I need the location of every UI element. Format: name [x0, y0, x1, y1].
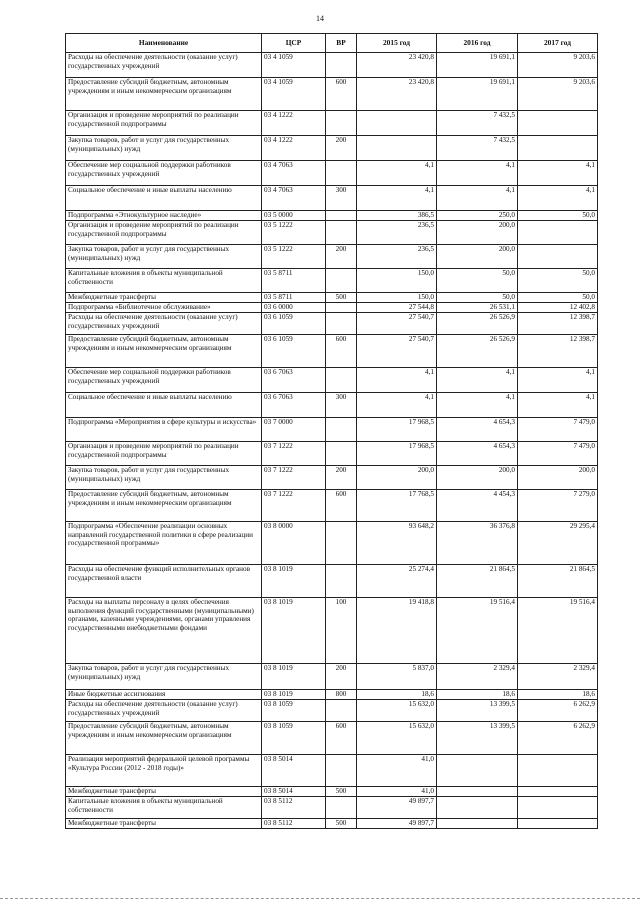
row-csr: 03 4 7063 — [262, 186, 326, 211]
row-name: Предоставление субсидий бюджетным, автономным учреждениям и иным некоммерческим организациям — [66, 335, 262, 368]
row-vr: 600 — [326, 335, 357, 368]
row-value-2017: 2 329,4 — [518, 664, 598, 690]
row-name: Межбюджетные трансферты — [66, 787, 262, 797]
table-row — [66, 111, 598, 136]
row-value-2016: 200,0 — [437, 245, 518, 269]
row-value-2017 — [518, 245, 598, 269]
header-name: Наименование — [66, 34, 262, 53]
row-value-2016 — [437, 797, 518, 819]
row-vr: 200 — [326, 136, 357, 161]
row-value-2016: 19 691,1 — [437, 78, 518, 111]
row-value-2017: 4,1 — [518, 368, 598, 393]
row-value-2017: 7 479,0 — [518, 442, 598, 466]
row-value-2016: 250,0 — [437, 211, 518, 221]
table-row — [66, 797, 598, 819]
row-name: Расходы на обеспечение деятельности (оказание услуг) государственных учреждений — [66, 53, 262, 78]
row-value-2015: 17 768,5 — [357, 490, 437, 522]
row-value-2016: 7 432,5 — [437, 136, 518, 161]
row-vr — [326, 442, 357, 466]
row-vr — [326, 269, 357, 293]
row-name: Реализация мероприятий федеральной целевой программы «Культура России (2012 - 2018 годы)» — [66, 755, 262, 787]
row-vr — [326, 797, 357, 819]
row-value-2017: 12 398,7 — [518, 313, 598, 335]
row-value-2015: 27 544,8 — [357, 303, 437, 313]
row-name: Обеспечение мер социальной поддержки работников государственных учреждений — [66, 161, 262, 186]
row-value-2015: 236,5 — [357, 245, 437, 269]
row-csr: 03 8 1019 — [262, 598, 326, 664]
table-row — [66, 598, 598, 664]
row-vr — [326, 700, 357, 722]
row-name: Иные бюджетные ассигнования — [66, 690, 262, 700]
row-vr — [326, 111, 357, 136]
row-value-2017 — [518, 819, 598, 829]
row-csr: 03 6 1059 — [262, 335, 326, 368]
row-csr: 03 6 1059 — [262, 313, 326, 335]
row-value-2015 — [357, 136, 437, 161]
row-value-2017: 19 516,4 — [518, 598, 598, 664]
row-name: Предоставление субсидий бюджетным, автономным учреждениям и иным некоммерческим организациям — [66, 490, 262, 522]
row-csr: 03 5 8711 — [262, 293, 326, 303]
row-vr: 500 — [326, 819, 357, 829]
row-vr — [326, 221, 357, 245]
table-row — [66, 690, 598, 700]
row-name: Капитальные вложения в объекты муниципальной собственности — [66, 797, 262, 819]
table-row — [66, 78, 598, 111]
row-vr — [326, 368, 357, 393]
row-value-2016: 26 531,1 — [437, 303, 518, 313]
row-value-2017: 12 398,7 — [518, 335, 598, 368]
row-vr: 600 — [326, 722, 357, 755]
row-vr: 200 — [326, 466, 357, 490]
row-vr — [326, 313, 357, 335]
row-value-2017: 7 479,0 — [518, 418, 598, 442]
row-value-2015: 41,0 — [357, 787, 437, 797]
row-value-2016 — [437, 755, 518, 787]
table-row — [66, 755, 598, 787]
row-value-2015: 25 274,4 — [357, 565, 437, 598]
row-value-2016: 7 432,5 — [437, 111, 518, 136]
row-name: Капитальные вложения в объекты муниципальной собственности — [66, 269, 262, 293]
header-2017: 2017 год — [518, 34, 598, 53]
row-value-2015: 150,0 — [357, 269, 437, 293]
table-row — [66, 664, 598, 690]
row-value-2017: 4,1 — [518, 161, 598, 186]
row-csr: 03 6 7063 — [262, 393, 326, 418]
row-value-2016: 19 516,4 — [437, 598, 518, 664]
row-value-2015: 19 418,8 — [357, 598, 437, 664]
table-row — [66, 293, 598, 303]
row-value-2016: 4,1 — [437, 186, 518, 211]
table-row — [66, 313, 598, 335]
row-value-2015: 41,0 — [357, 755, 437, 787]
row-value-2015: 386,5 — [357, 211, 437, 221]
row-value-2017: 6 262,9 — [518, 722, 598, 755]
row-name: Закупка товаров, работ и услуг для государственных (муниципальных) нужд — [66, 664, 262, 690]
row-csr: 03 5 0000 — [262, 211, 326, 221]
row-value-2017: 21 864,5 — [518, 565, 598, 598]
row-csr: 03 8 5014 — [262, 755, 326, 787]
row-csr: 03 8 1019 — [262, 690, 326, 700]
table-row — [66, 819, 598, 829]
table-row — [66, 186, 598, 211]
row-name: Социальное обеспечение и иные выплаты населению — [66, 393, 262, 418]
row-value-2017: 200,0 — [518, 466, 598, 490]
header-vr: ВР — [326, 34, 357, 53]
row-csr: 03 5 1222 — [262, 221, 326, 245]
row-value-2017 — [518, 111, 598, 136]
row-name: Подпрограмма «Этнокультурное наследие» — [66, 211, 262, 221]
row-name: Закупка товаров, работ и услуг для государственных (муниципальных) нужд — [66, 136, 262, 161]
row-vr: 600 — [326, 490, 357, 522]
row-csr: 03 5 1222 — [262, 245, 326, 269]
row-csr: 03 4 1222 — [262, 111, 326, 136]
row-value-2017 — [518, 136, 598, 161]
row-name: Организация и проведение мероприятий по реализации государственной подпрограммы — [66, 442, 262, 466]
table-row — [66, 466, 598, 490]
row-name: Межбюджетные трансферты — [66, 819, 262, 829]
row-value-2015: 200,0 — [357, 466, 437, 490]
row-value-2017: 50,0 — [518, 269, 598, 293]
row-value-2015: 17 968,5 — [357, 418, 437, 442]
row-csr: 03 8 1019 — [262, 565, 326, 598]
table-row — [66, 53, 598, 78]
row-value-2017: 4,1 — [518, 186, 598, 211]
row-value-2016: 4,1 — [437, 393, 518, 418]
row-value-2016 — [437, 819, 518, 829]
table-row — [66, 787, 598, 797]
row-name: Подпрограмма «Мероприятия в сфере культуры и искусства» — [66, 418, 262, 442]
table-row — [66, 335, 598, 368]
row-value-2016: 21 864,5 — [437, 565, 518, 598]
row-value-2015: 4,1 — [357, 161, 437, 186]
row-value-2017: 4,1 — [518, 393, 598, 418]
row-value-2016 — [437, 787, 518, 797]
row-csr: 03 4 1222 — [262, 136, 326, 161]
row-value-2015: 4,1 — [357, 186, 437, 211]
row-name: Организация и проведение мероприятий по реализации государственной подпрограммы — [66, 221, 262, 245]
row-value-2016: 200,0 — [437, 221, 518, 245]
row-value-2015: 4,1 — [357, 368, 437, 393]
row-vr: 200 — [326, 664, 357, 690]
table-row — [66, 393, 598, 418]
row-value-2015: 23 420,8 — [357, 53, 437, 78]
row-csr: 03 8 1059 — [262, 700, 326, 722]
row-csr: 03 6 7063 — [262, 368, 326, 393]
row-csr: 03 7 1222 — [262, 466, 326, 490]
row-value-2017 — [518, 221, 598, 245]
row-csr: 03 7 1222 — [262, 490, 326, 522]
row-name: Подпрограмма «Обеспечение реализации основных направлений государственной политики в сфере реализации государственной программы» — [66, 522, 262, 565]
header-2016: 2016 год — [437, 34, 518, 53]
row-value-2015: 17 968,5 — [357, 442, 437, 466]
row-name: Предоставление субсидий бюджетным, автономным учреждениям и иным некоммерческим организациям — [66, 78, 262, 111]
row-vr — [326, 565, 357, 598]
row-value-2015: 15 632,0 — [357, 722, 437, 755]
row-csr: 03 8 5112 — [262, 797, 326, 819]
row-name: Расходы на обеспечение деятельности (оказание услуг) государственных учреждений — [66, 313, 262, 335]
row-value-2016: 26 526,9 — [437, 313, 518, 335]
table-row — [66, 490, 598, 522]
row-value-2017 — [518, 797, 598, 819]
row-value-2017 — [518, 755, 598, 787]
row-vr: 200 — [326, 245, 357, 269]
row-value-2017: 18,6 — [518, 690, 598, 700]
row-vr — [326, 522, 357, 565]
row-vr — [326, 211, 357, 221]
row-value-2015: 93 648,2 — [357, 522, 437, 565]
table-row — [66, 522, 598, 565]
table-header-row — [66, 34, 598, 53]
row-value-2016: 50,0 — [437, 293, 518, 303]
row-value-2016: 26 526,9 — [437, 335, 518, 368]
row-value-2015 — [357, 111, 437, 136]
row-csr: 03 8 5112 — [262, 819, 326, 829]
row-value-2016: 2 329,4 — [437, 664, 518, 690]
row-csr: 03 7 0000 — [262, 418, 326, 442]
table-row — [66, 418, 598, 442]
row-value-2016: 4 654,3 — [437, 442, 518, 466]
row-value-2015: 18,6 — [357, 690, 437, 700]
row-vr — [326, 755, 357, 787]
row-vr: 500 — [326, 787, 357, 797]
row-vr — [326, 418, 357, 442]
row-csr: 03 8 0000 — [262, 522, 326, 565]
row-vr: 300 — [326, 186, 357, 211]
row-vr: 500 — [326, 293, 357, 303]
row-value-2015: 49 897,7 — [357, 819, 437, 829]
row-value-2016: 4,1 — [437, 161, 518, 186]
row-csr: 03 8 1019 — [262, 664, 326, 690]
row-value-2015: 5 837,0 — [357, 664, 437, 690]
table-row — [66, 722, 598, 755]
row-value-2016: 36 376,8 — [437, 522, 518, 565]
row-value-2016: 4 454,3 — [437, 490, 518, 522]
row-value-2016: 4 654,3 — [437, 418, 518, 442]
row-vr — [326, 53, 357, 78]
table-row — [66, 221, 598, 245]
row-value-2015: 23 420,8 — [357, 78, 437, 111]
row-value-2017: 50,0 — [518, 211, 598, 221]
table-row — [66, 700, 598, 722]
row-vr: 300 — [326, 393, 357, 418]
row-name: Межбюджетные трансферты — [66, 293, 262, 303]
row-csr: 03 4 7063 — [262, 161, 326, 186]
row-value-2016: 200,0 — [437, 466, 518, 490]
row-value-2015: 4,1 — [357, 393, 437, 418]
row-name: Расходы на выплаты персоналу в целях обеспечения выполнения функций государственными (муниципальными) органами, казенными учреждениями, органами управления государственными внебюджетными фондами — [66, 598, 262, 664]
table-row — [66, 161, 598, 186]
row-value-2017: 12 402,8 — [518, 303, 598, 313]
row-value-2015: 150,0 — [357, 293, 437, 303]
row-value-2017: 7 279,0 — [518, 490, 598, 522]
row-value-2016: 4,1 — [437, 368, 518, 393]
row-name: Социальное обеспечение и иные выплаты населению — [66, 186, 262, 211]
row-value-2016: 13 399,5 — [437, 700, 518, 722]
row-name: Подпрограмма «Библиотечное обслуживание» — [66, 303, 262, 313]
table-row — [66, 442, 598, 466]
row-csr: 03 4 1059 — [262, 78, 326, 111]
row-name: Закупка товаров, работ и услуг для государственных (муниципальных) нужд — [66, 245, 262, 269]
row-value-2016: 50,0 — [437, 269, 518, 293]
row-name: Закупка товаров, работ и услуг для государственных (муниципальных) нужд — [66, 466, 262, 490]
page-bottom-rule — [0, 898, 640, 899]
row-value-2017 — [518, 787, 598, 797]
row-value-2016: 13 399,5 — [437, 722, 518, 755]
table-row — [66, 136, 598, 161]
table-row — [66, 368, 598, 393]
budget-table — [65, 33, 598, 829]
row-csr: 03 7 1222 — [262, 442, 326, 466]
row-name: Расходы на обеспечение деятельности (оказание услуг) государственных учреждений — [66, 700, 262, 722]
table-row — [66, 303, 598, 313]
row-vr — [326, 161, 357, 186]
row-csr: 03 4 1059 — [262, 53, 326, 78]
row-name: Предоставление субсидий бюджетным, автономным учреждениям и иным некоммерческим организациям — [66, 722, 262, 755]
row-value-2016: 19 691,1 — [437, 53, 518, 78]
row-vr: 800 — [326, 690, 357, 700]
row-value-2015: 27 540,7 — [357, 313, 437, 335]
row-value-2017: 9 203,6 — [518, 53, 598, 78]
row-csr: 03 5 8711 — [262, 269, 326, 293]
row-vr: 100 — [326, 598, 357, 664]
row-value-2017: 6 262,9 — [518, 700, 598, 722]
row-value-2015: 49 897,7 — [357, 797, 437, 819]
row-value-2015: 15 632,0 — [357, 700, 437, 722]
table-row — [66, 269, 598, 293]
row-name: Обеспечение мер социальной поддержки работников государственных учреждений — [66, 368, 262, 393]
table-row — [66, 211, 598, 221]
table-row — [66, 565, 598, 598]
row-value-2015: 27 540,7 — [357, 335, 437, 368]
row-vr — [326, 303, 357, 313]
header-2015: 2015 год — [357, 34, 437, 53]
page-number: 14 — [316, 14, 324, 23]
header-csr: ЦСР — [262, 34, 326, 53]
row-value-2017: 50,0 — [518, 293, 598, 303]
row-name: Организация и проведение мероприятий по реализации государственной подпрограммы — [66, 111, 262, 136]
row-csr: 03 8 1059 — [262, 722, 326, 755]
row-name: Расходы на обеспечение функций исполнительных органов государственной власти — [66, 565, 262, 598]
row-value-2017: 9 203,6 — [518, 78, 598, 111]
row-value-2016: 18,6 — [437, 690, 518, 700]
row-csr: 03 8 5014 — [262, 787, 326, 797]
row-value-2017: 29 295,4 — [518, 522, 598, 565]
row-vr: 600 — [326, 78, 357, 111]
row-value-2015: 236,5 — [357, 221, 437, 245]
table-row — [66, 245, 598, 269]
row-csr: 03 6 0000 — [262, 303, 326, 313]
